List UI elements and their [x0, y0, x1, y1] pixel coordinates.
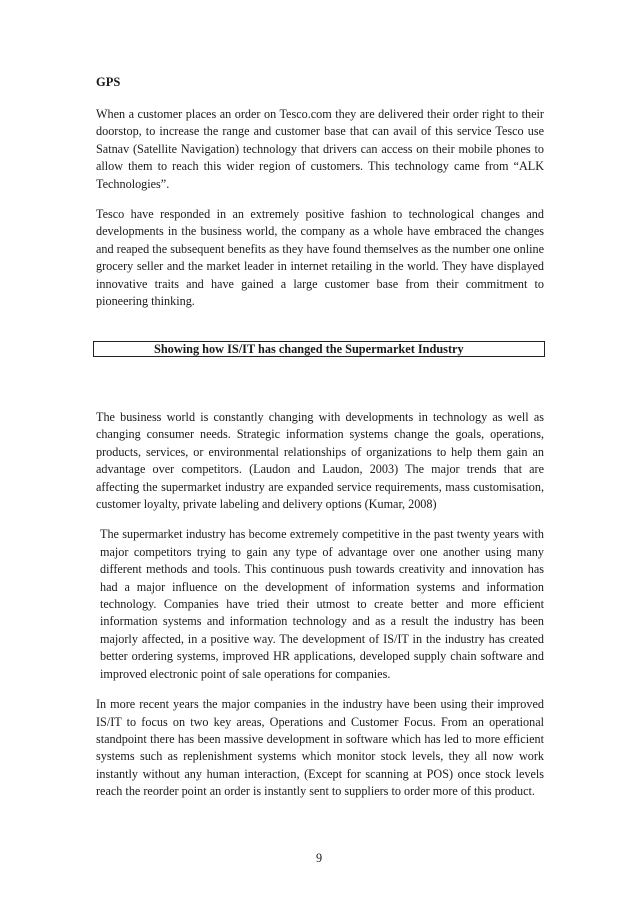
industry-section [96, 409, 544, 814]
section-heading: GPS [96, 75, 121, 89]
gps-section [96, 74, 544, 323]
page-number: 9 [315, 851, 323, 865]
boxed-title-frame [93, 341, 545, 357]
boxed-title: Showing how IS/IT has changed the Supermarket Industry [154, 342, 464, 356]
paragraph-business-world: The business world is constantly changing with developments in technology as well as changing consumer needs. Strategic information systems change the goals, operations, products, services, or environmental relationships of organizations to help them gain an advantage over competitors. (Laudon and Laudon, 2003) The major trends that are affecting the supermarket industry are expanded service requirements, mass customisation, customer loyalty, private labeling and delivery options (Kumar, 2008) [96, 410, 544, 512]
paragraph-tesco-response: Tesco have responded in an extremely positive fashion to technological changes and developments in the business world, the company as a whole have embraced the changes and reaped the subsequent benefits as they have found themselves as the number one online grocery seller and the market leader in internet retailing in the world. They have displayed innovative traits and have gained a large customer base from their commitment to pioneering thinking. [96, 207, 544, 309]
paragraph-recent-years: In more recent years the major companies in the industry have been using their improved IS/IT to focus on two key areas, Operations and Customer Focus. From an operational standpoint there has been massive development in software which has led to more efficient systems such as replenishment systems which monitor stock levels, they all now work instantly without any human interaction, (Except for scanning at POS) once stock levels reach the reorder point an order is instantly sent to suppliers to order more of this product. [96, 697, 544, 799]
paragraph-supermarket-competition: The supermarket industry has become extremely competitive in the past twenty years with major competitors trying to gain any type of advantage over one another using many different methods and tools. This continuous push towards creativity and innovation has had a major influence on the development of information systems and information technology. Companies have tried their utmost to create better and more efficient information systems and information technology and as a result the industry has been majorly affected, in a positive way. The development of IS/IT in the industry has created better ordering systems, improved HR applications, developed supply chain software and improved electronic point of sale operations for companies. [100, 527, 544, 681]
paragraph-gps-delivery: When a customer places an order on Tesco.com they are delivered their order right to their doorstop, to increase the range and customer base that can avail of this service Tesco use Satnav (Satellite Navigation) technology that drivers can access on their mobile phones to allow them to reach this wider region of customers. This technology came from “ALK Technologies”. [96, 107, 544, 191]
